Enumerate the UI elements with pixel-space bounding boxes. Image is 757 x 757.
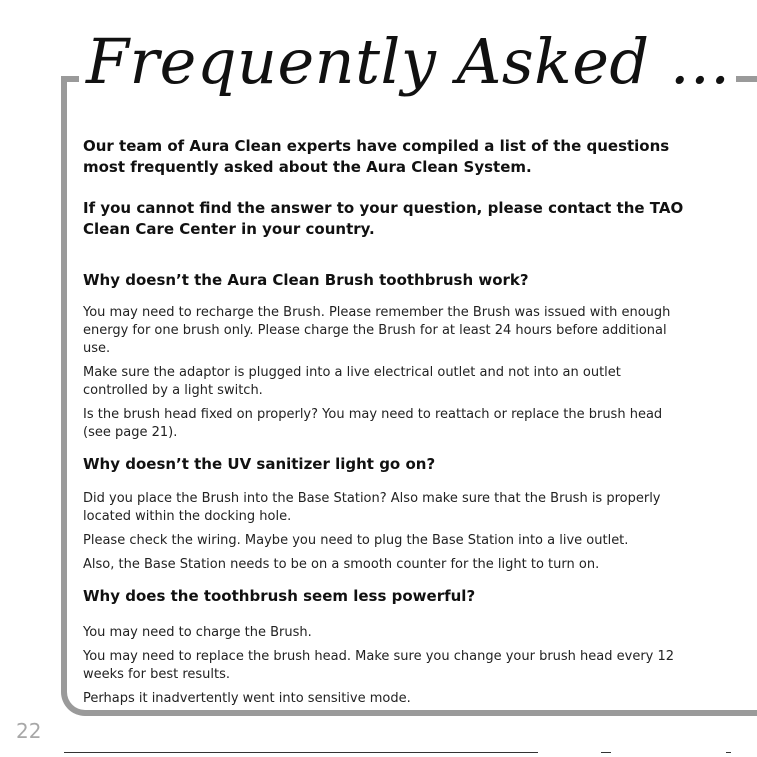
footer-crop-mark (726, 752, 731, 753)
intro-paragraph: Our team of Aura Clean experts have compiled a list of the questions most frequently asked about the Aura Clean System. (83, 137, 670, 176)
faq-content (83, 136, 703, 714)
page-title: Frequently Asked ... (80, 22, 736, 102)
faq-question: Why doesn’t the Aura Clean Brush toothbrush work? (83, 271, 529, 289)
faq-answer: Also, the Base Station needs to be on a smooth counter for the light to turn on. (83, 557, 600, 572)
footer-crop-mark (601, 752, 611, 753)
faq-answer: You may need to replace the brush head. Make sure you change your brush head every 12 weeks for best results. (83, 649, 675, 682)
faq-section (83, 270, 703, 442)
faq-answer: You may need to charge the Brush. (83, 625, 312, 640)
page-number: 22 (16, 719, 42, 743)
faq-answer: Is the brush head fixed on properly? You may need to reattach or replace the brush head (see page 21). (83, 407, 663, 440)
frame-top-left-stub (61, 76, 79, 82)
faq-answer: Make sure the adaptor is plugged into a live electrical outlet and not into an outlet controlled by a light switch. (83, 365, 621, 398)
faq-answer: You may need to recharge the Brush. Please remember the Brush was issued with enough energy for one brush only. Please charge the Brush for at least 24 hours before additional use. (83, 305, 671, 356)
faq-section (83, 586, 703, 708)
faq-question: Why does the toothbrush seem less powerful? (83, 587, 476, 605)
faq-section (83, 454, 703, 574)
faq-answer: Perhaps it inadvertently went into sensitive mode. (83, 691, 411, 706)
intro-paragraph: If you cannot find the answer to your question, please contact the TAO Clean Care Center in your country. (83, 199, 684, 238)
faq-question: Why doesn’t the UV sanitizer light go on? (83, 455, 436, 473)
faq-answer: Please check the wiring. Maybe you need to plug the Base Station into a live outlet. (83, 533, 629, 548)
footer-rule (64, 752, 538, 753)
faq-answer: Did you place the Brush into the Base Station? Also make sure that the Brush is properly located within the docking hole. (83, 491, 661, 524)
